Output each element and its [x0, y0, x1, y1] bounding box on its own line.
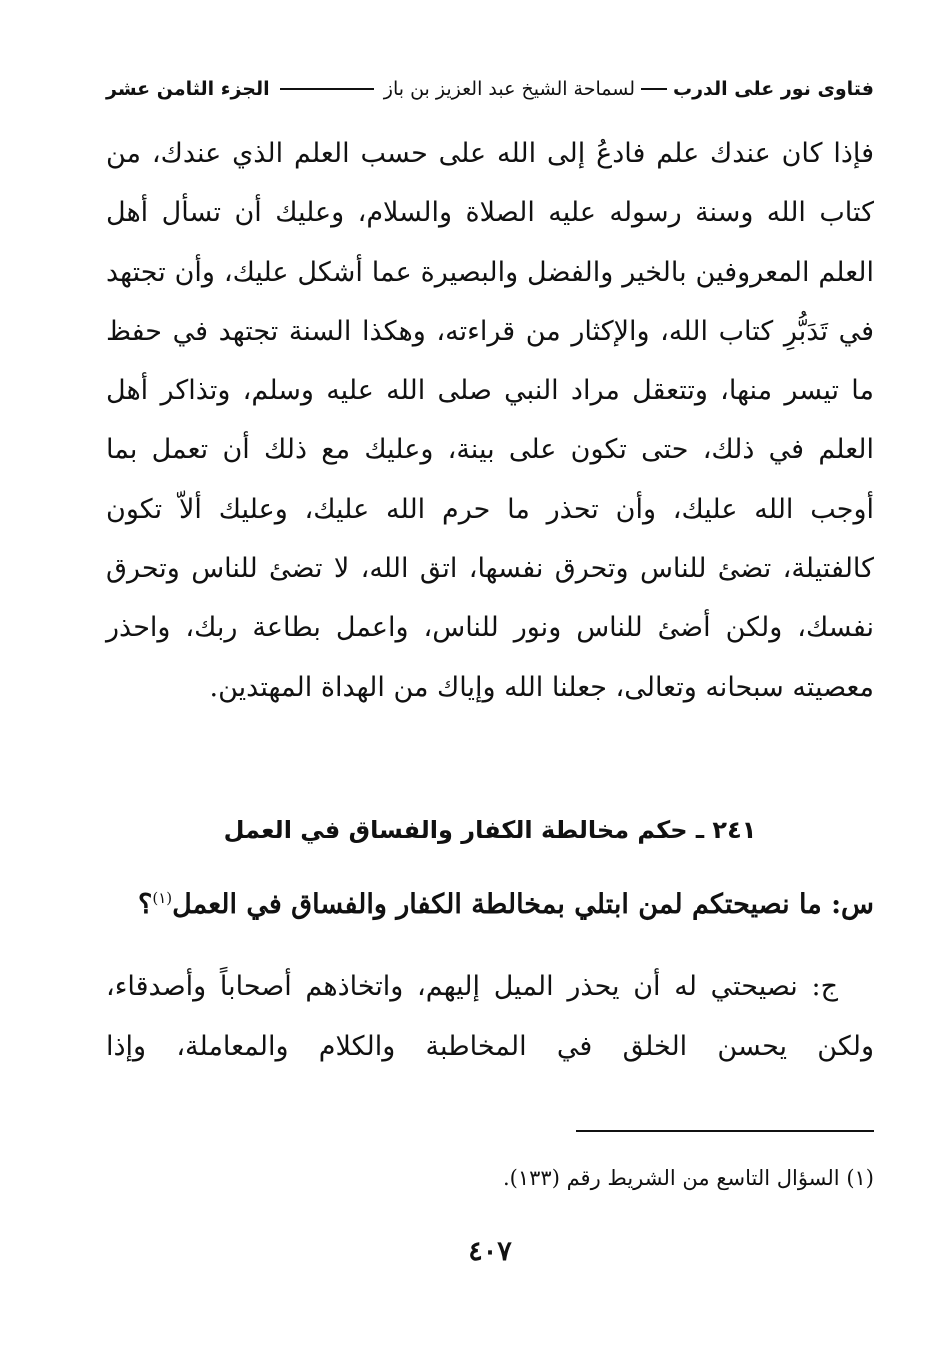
volume-part: الجزء الثامن عشر: [106, 78, 270, 100]
footnote: (١) السؤال التاسع من الشريط رقم (١٣٣).: [502, 1166, 874, 1190]
header-rule: [280, 88, 374, 90]
header-title-group: [384, 78, 874, 100]
question-body: س: ما نصيحتكم لمن ابتلي بمخالطة الكفار والفساق في العمل: [172, 889, 874, 920]
running-header: [106, 72, 874, 106]
question-mark: ؟: [138, 889, 153, 920]
page-number: ٤٠٧: [468, 1236, 512, 1267]
footnote-marker: (١): [152, 889, 173, 907]
answer-text: ج: نصيحتي له أن يحذر الميل إليهم، واتخاذهم أصحاباً وأصدقاء، ولكن يحسن الخلق في المخاطبة والكلام والمعاملة، وإذا: [106, 971, 874, 1062]
footnote-divider: [576, 1130, 874, 1132]
book-title: فتاوى نور على الدرب: [673, 78, 874, 100]
author-name: لسماحة الشيخ عبد العزيز بن باز: [383, 78, 635, 100]
body-paragraph: فإذا كان عندك علم فادعُ إلى الله على حسب العلم الذي عندك، من كتاب الله وسنة رسوله عليه الصلاة والسلام، وعليك أن تسأل أهل العلم المعروفين بالخير والفضل والبصيرة عما أشكل عليك، وأن تجتهد في تَدَبُّرِ كتاب الله، والإكثار من قراءته، وهكذا السنة تجتهد في حفظ ما تيسر منها، وتتعقل مراد النبي صلى الله عليه وسلم، وتذاكر أهل العلم في ذلك، حتى تكون على بينة، وعليك مع ذلك أن تعمل بما أوجب الله عليك، وأن تحذر ما حرم الله عليك، وعليك ألاّ تكون كالفتيلة، تضئ للناس وتحرق نفسها، اتق الله، لا تضئ للناس وتحرق نفسك، ولكن أضئ للناس ونور للناس، واعمل بطاعة ربك، واحذر معصيته سبحانه وتعالى، جعلنا الله وإياك من الهداة المهتدين.: [106, 138, 874, 703]
question-text: [106, 880, 874, 930]
section-heading: ٢٤١ ـ حكم مخالطة الكفار والفساق في العمل: [223, 816, 757, 844]
header-dash: [641, 88, 667, 90]
